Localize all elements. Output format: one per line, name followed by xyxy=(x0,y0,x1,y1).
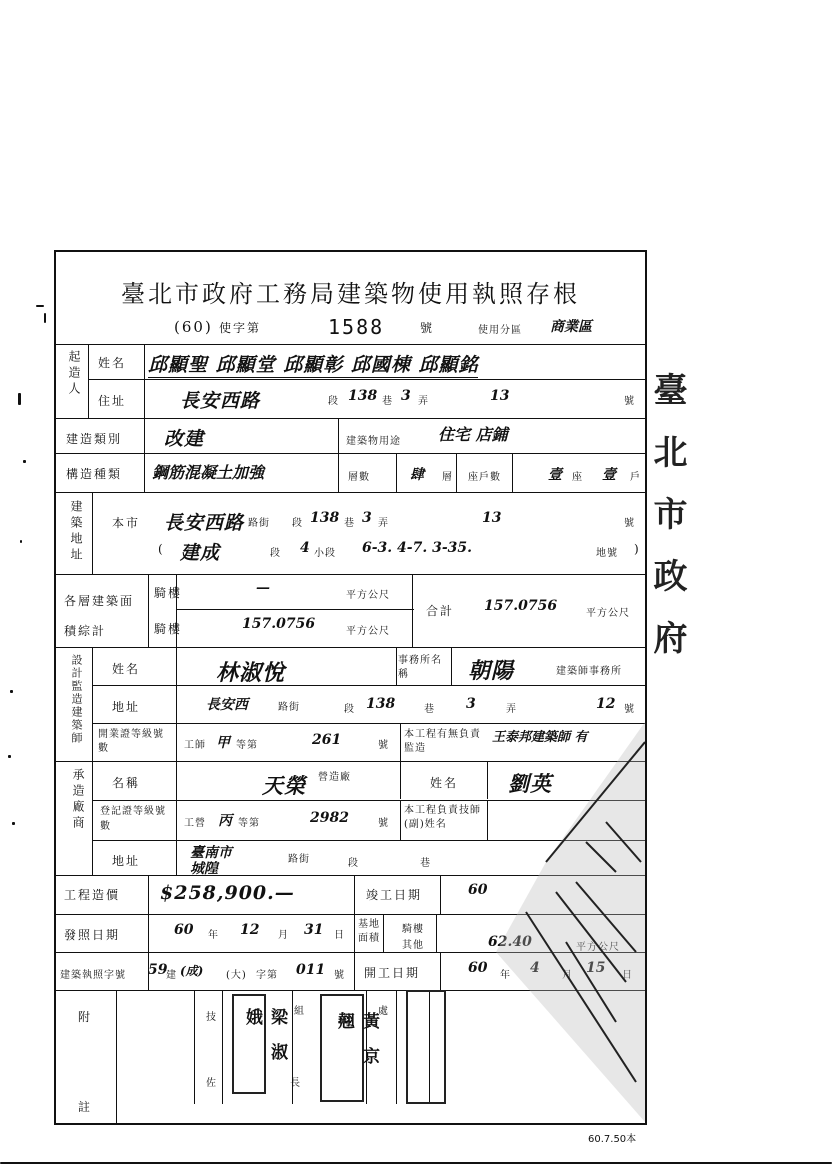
applicant-addr-label: 住址 xyxy=(98,394,127,408)
contractor-person-label: 姓名 xyxy=(430,776,459,790)
architect-license-prefix: 工師 xyxy=(184,740,206,751)
architect-lane-label: 巷 xyxy=(424,704,435,715)
site-no: 13 xyxy=(482,510,502,526)
cost-label: 工程造價 xyxy=(64,888,121,902)
architect-supervisor-label: 本工程有無負責監造 xyxy=(404,729,481,754)
architect-no: 12 xyxy=(596,696,616,712)
units-value: 壹 xyxy=(548,467,562,483)
base-arcade-label: 騎樓 xyxy=(402,924,424,935)
architect-no-label: 號 xyxy=(624,704,635,715)
completion-label: 竣工日期 xyxy=(366,888,423,902)
architect-license-label: 開業證等級號數 xyxy=(98,729,164,754)
site-section-label: 建築地址 xyxy=(69,500,83,564)
area-total-unit: 平方公尺 xyxy=(586,608,630,619)
architect-street: 長安西 xyxy=(206,697,248,713)
start-month: 4 xyxy=(530,960,540,976)
notes-col1: 技 xyxy=(206,1012,217,1023)
architect-addr-label: 地址 xyxy=(112,700,141,714)
architect-road: 路街 xyxy=(278,702,300,713)
permit-form: 臺北市政府工務局建築物使用執照存根 (60) 使字第 1588 號 使用分區 商業區 起造人 姓名 邱顯聖 邱顯堂 邱顯彰 邱國棟 邱顯銘 住址 長安西路 段 138 巷 3 弄 13 號 建造類別 改建 建築物用途 住宅 店鋪 構造種類 鋼筋混凝土加強 層數 肆 層 座戶數 壹 座 壹 戶 建築地址 本市 長安西路 路街 段 138 巷 3 弄 13 號 ( 建成 段 4 小段 6-3. 4-7. 3-35. 地號 ) 各層建築面積綜計 騎樓 — 平方公尺 騎樓 157.0756 平方公尺 合計 157.0756 平方公尺 設計監造建築師 姓名 林淑悅 事務所名稱 朝陽 建築師事務所 地址 長安西 路街 段 138 巷 3 弄 12 號 開業證等級號數 工師 甲 等第 261 號 本工程有無負責監造 王泰邦建築師 有 承造廠商 名稱 天榮 營造廠 姓名 劉英 登記證等級號數 工營 丙 等第 2982 號 本工程負責技師(副)姓名 地址 臺南市 城隍 路街 段 巷 工程造價 $258,900.— 竣工日期 60 發照日期 60 年 12 月 31 日 基地面積 騎樓 其他 62.40 平方公尺 建築執照字號 59 建 (成) (大) 字第 011 號 開工日期 60 年 4 月 15 日 附 註 技 佐 組 長 處 梁 淑 娥 黃 京 翹 xyxy=(54,250,647,1125)
units-unit1: 座 xyxy=(572,472,583,483)
building-type-label: 建造類別 xyxy=(66,432,123,446)
area-arcade-value: — xyxy=(256,580,270,596)
applicant-no-label: 號 xyxy=(624,396,635,407)
notes-label-bottom: 註 xyxy=(78,1100,93,1114)
land-subsec-label: 小段 xyxy=(314,548,336,559)
site-lane: 3 xyxy=(362,510,372,526)
site-city-label: 本市 xyxy=(112,516,141,530)
architect-alley-label: 弄 xyxy=(506,704,517,715)
issue-day: 31 xyxy=(304,922,324,938)
contractor-addr-street: 城隍 xyxy=(190,861,218,877)
contractor-reg-prefix: 工營 xyxy=(184,818,206,829)
margin-text: 臺北市政府 xyxy=(647,372,687,682)
start-year-label: 年 xyxy=(500,970,511,981)
license-no-label: 建築執照字號 xyxy=(60,970,126,981)
stamp-technician: 梁 淑 娥 xyxy=(232,994,266,1094)
contractor-name-suffix: 營造廠 xyxy=(318,772,351,783)
applicant-sec-label: 段 xyxy=(328,396,339,407)
stamp-chief: 黃 京 翹 xyxy=(320,994,364,1102)
form-title: 臺北市政府工務局建築物使用執照存根 xyxy=(121,280,580,308)
license-big: (大) xyxy=(226,970,247,981)
license-no: 011 xyxy=(296,962,326,978)
building-type-value: 改建 xyxy=(164,428,205,450)
notes-label-top: 附 xyxy=(78,1010,93,1024)
land-label: 地號 xyxy=(596,548,618,559)
land-numbers: 6-3. 4-7. 3-35. xyxy=(362,540,472,556)
notes-col3: 處 xyxy=(378,1006,389,1017)
contractor-person: 劉英 xyxy=(508,771,552,796)
site-road-label: 路街 xyxy=(248,518,270,529)
area-other-value: 157.0756 xyxy=(242,616,316,632)
cost-value: $258,900.— xyxy=(160,882,295,904)
area-other-label: 騎樓 xyxy=(154,622,183,636)
floors-label: 層數 xyxy=(348,472,370,483)
architect-license-grade-label: 等第 xyxy=(236,740,258,751)
issue-month-label: 月 xyxy=(278,930,289,941)
architect-license-no: 261 xyxy=(312,732,342,748)
issue-label: 發照日期 xyxy=(64,928,121,942)
floors-unit: 層 xyxy=(442,472,453,483)
area-total-value: 157.0756 xyxy=(484,598,558,614)
architect-sec-label: 段 xyxy=(344,704,355,715)
architect-lane: 3 xyxy=(466,696,476,712)
area-section-label: 各層建築面積綜計 xyxy=(64,594,135,638)
applicant-street: 長安西路 xyxy=(180,390,261,412)
notes-col1b: 佐 xyxy=(206,1078,217,1089)
architect-office: 朝陽 xyxy=(468,658,515,684)
units-unit2: 戶 xyxy=(630,472,641,483)
license-suffix: 號 xyxy=(334,970,345,981)
permit-suffix: 號 xyxy=(420,321,435,335)
permit-year: (60) xyxy=(174,318,213,336)
contractor-addr-city: 臺南市 xyxy=(190,845,232,861)
area-other-unit: 平方公尺 xyxy=(346,626,390,637)
start-label: 開工日期 xyxy=(364,966,421,980)
contractor-reg-grade-label: 等第 xyxy=(238,818,260,829)
issue-month: 12 xyxy=(240,922,260,938)
architect-office-suffix: 建築師事務所 xyxy=(556,666,622,677)
notes-col2: 組 xyxy=(294,1006,305,1017)
zone-label: 使用分區 xyxy=(478,325,522,336)
architect-office-label: 事務所名稱 xyxy=(398,655,442,680)
area-arcade-label: 騎樓 xyxy=(154,586,183,600)
base-unit: 平方公尺 xyxy=(576,942,620,953)
structure-value: 鋼筋混凝土加強 xyxy=(152,463,265,482)
contractor-addr-label: 地址 xyxy=(112,854,141,868)
area-arcade-unit: 平方公尺 xyxy=(346,590,390,601)
architect-license-suffix: 號 xyxy=(378,740,389,751)
architect-license-grade: 甲 xyxy=(216,735,230,751)
license-mid: (成) xyxy=(180,964,204,978)
site-sec: 138 xyxy=(310,510,340,526)
license-word: 字第 xyxy=(256,970,278,981)
applicant-alley-label: 弄 xyxy=(418,396,429,407)
base-other-label: 其他 xyxy=(402,940,424,951)
site-sec-label: 段 xyxy=(292,518,303,529)
stamp-director xyxy=(406,990,446,1104)
architect-name-label: 姓名 xyxy=(112,662,141,676)
land-sec-label: 段 xyxy=(270,548,281,559)
land-district: 建成 xyxy=(180,542,221,564)
start-month-label: 月 xyxy=(562,970,573,981)
contractor-reg-grade: 丙 xyxy=(218,813,232,829)
site-street: 長安西路 xyxy=(164,512,245,534)
architect-name: 林淑悅 xyxy=(216,660,286,686)
contractor-name-label: 名稱 xyxy=(112,776,141,790)
contractor-reg-suffix: 號 xyxy=(378,818,389,829)
contractor-section-label: 承造廠商 xyxy=(71,768,85,832)
units-value2: 壹 xyxy=(602,467,616,483)
applicant-name-label: 姓名 xyxy=(98,356,127,370)
permit-number: 1588 xyxy=(328,315,385,339)
issue-year: 60 xyxy=(174,922,194,938)
applicant-names: 邱顯聖 邱顯堂 邱顯彰 邱國棟 邱顯銘 xyxy=(148,350,478,378)
building-use-value: 住宅 店鋪 xyxy=(438,425,508,444)
start-day-label: 日 xyxy=(622,970,633,981)
applicant-lane-label: 巷 xyxy=(382,396,393,407)
contractor-name: 天榮 xyxy=(262,773,306,798)
applicant-lane: 3 xyxy=(401,388,411,404)
contractor-tech-label: 本工程負責技師(副)姓名 xyxy=(404,805,481,830)
start-day: 15 xyxy=(586,960,606,976)
contractor-reg-label: 登記證等級號數 xyxy=(100,806,166,832)
notes-col2b: 長 xyxy=(290,1078,301,1089)
contractor-addr-road: 路街 xyxy=(288,854,310,865)
footer-note: 60.7.50本 xyxy=(588,1134,637,1145)
site-alley-label: 弄 xyxy=(378,518,389,529)
building-use-label: 建築物用途 xyxy=(346,436,401,447)
site-lane-label: 巷 xyxy=(344,518,355,529)
start-year: 60 xyxy=(468,960,488,976)
architect-sec: 138 xyxy=(366,696,396,712)
applicant-sec: 138 xyxy=(348,388,378,404)
contractor-addr-sec: 段 xyxy=(348,858,359,869)
contractor-reg-no: 2982 xyxy=(310,810,349,826)
floors-value: 肆 xyxy=(410,467,424,483)
land-subsec: 4 xyxy=(300,540,310,556)
scan-artifact xyxy=(486,722,645,1122)
architect-supervisor: 王泰邦建築師 有 xyxy=(492,730,588,745)
completion-year: 60 xyxy=(468,882,488,898)
applicant-section-label: 起造人 xyxy=(67,350,81,398)
structure-label: 構造種類 xyxy=(66,467,123,481)
base-other-value: 62.40 xyxy=(488,934,532,950)
issue-day-label: 日 xyxy=(334,930,345,941)
area-total-label: 合計 xyxy=(426,604,455,618)
issue-year-label: 年 xyxy=(208,930,219,941)
permit-prefix: 使字第 xyxy=(219,321,262,335)
license-type: 建 xyxy=(166,970,177,981)
contractor-addr-lane: 巷 xyxy=(420,858,431,869)
license-year: 59 xyxy=(148,962,168,978)
applicant-no: 13 xyxy=(490,388,510,404)
units-label: 座戶數 xyxy=(468,472,501,483)
zone-value: 商業區 xyxy=(550,319,592,335)
site-no-label: 號 xyxy=(624,518,635,529)
architect-section-label: 設計監造建築師 xyxy=(70,654,83,745)
base-area-label: 基地面積 xyxy=(358,919,380,944)
